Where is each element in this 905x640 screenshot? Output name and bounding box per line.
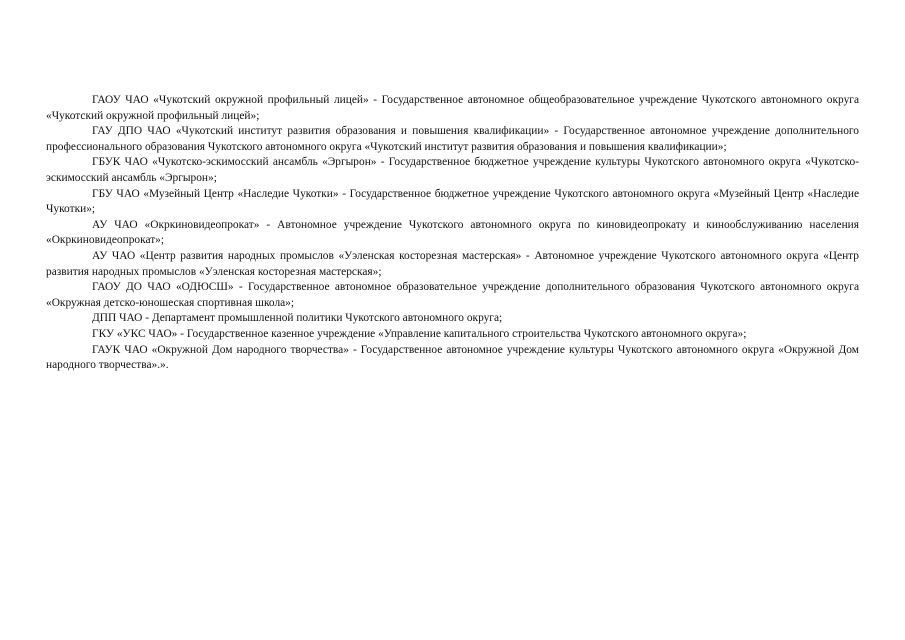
paragraph-sports-school: ГАОУ ДО ЧАО «ОДЮСШ» - Государственное автономное образовательное учреждение дополнительного образования Чукотского автономного округа «Окружная детско-юношеская спортивная школа»; [46, 281, 859, 309]
paragraph-crafts-center: АУ ЧАО «Центр развития народных промыслов «Уэленская косторезная мастерская» - Автономное учреждение Чукотского автономного округа «Центр развития народных промыслов «Уэленская косторезная мастерская»; [46, 249, 859, 278]
paragraph-lyceum: ГАОУ ЧАО «Чукотский окружной профильный лицей» - Государственное автономное общеобразовательное учреждение Чукотского автономного округа «Чукотский окружной профильный лицей»; [46, 94, 859, 122]
paragraph-education-institute: ГАУ ДПО ЧАО «Чукотский институт развития образования и повышения квалификации» - Государственное автономное учреждение дополнительного профессионального образования Чукотского автономного округа «Чукотский институт развития образования и повышения квалификации»; [46, 125, 859, 153]
paragraph-industry-department: ДПП ЧАО - Департамент промышленной политики Чукотского автономного округа; [92, 312, 503, 325]
document-page [46, 93, 859, 374]
paragraph-folk-art-house: ГАУК ЧАО «Окружной Дом народного творчества» - Государственное автономное учреждение культуры Чукотского автономного округа «Окружной Дом народного творчества».». [46, 343, 859, 372]
paragraph-capital-construction: ГКУ «УКС ЧАО» - Государственное казенное учреждение «Управление капитального строительства Чукотского автономного округа»; [92, 327, 747, 340]
paragraph-film-rental: АУ ЧАО «Окркиновидеопрокат» - Автономное учреждение Чукотского автономного округа по киновидеопрокату и кинообслуживанию населения «Окркиновидеопрокат»; [46, 218, 859, 247]
paragraph-ergyron-ensemble: ГБУК ЧАО «Чукотско-эскимосский ансамбль «Эргырон» - Государственное бюджетное учреждение культуры Чукотского автономного округа «Чукотско-эскимосский ансамбль «Эргырон»; [46, 156, 859, 184]
paragraph-museum-center: ГБУ ЧАО «Музейный Центр «Наследие Чукотки» - Государственное бюджетное учреждение Чукотского автономного округа «Музейный Центр «Наследие Чукотки»; [46, 187, 859, 216]
